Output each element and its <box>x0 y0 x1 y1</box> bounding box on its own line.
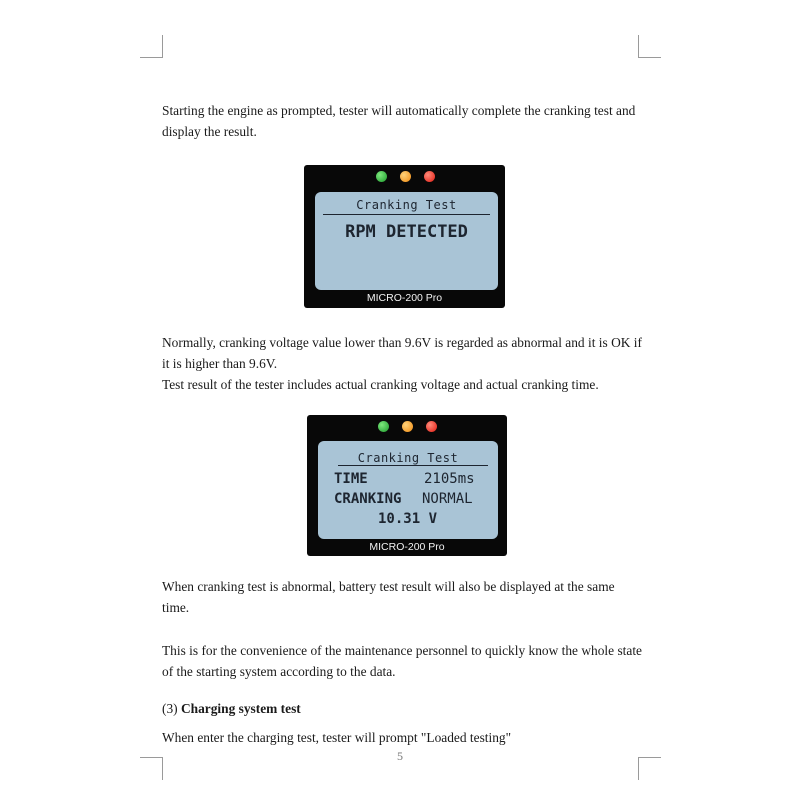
paragraph-intro: Starting the engine as prompted, tester will automatically complete the cranking test and display the result. <box>162 103 636 139</box>
crop-mark-top-right-h <box>638 57 661 58</box>
red-led-icon <box>426 421 437 432</box>
paragraph-test-result: Test result of the tester includes actual cranking voltage and actual cranking time. <box>162 377 599 392</box>
section-heading <box>162 698 301 719</box>
cranking-label: CRANKING <box>334 491 402 507</box>
page-number: 5 <box>397 749 403 763</box>
section-number: (3) <box>162 701 178 716</box>
rpm-detected-message: RPM DETECTED <box>345 222 468 242</box>
crop-mark-top-right-v <box>638 35 639 58</box>
paragraph-charging-test: When enter the charging test, tester will prompt "Loaded testing" <box>162 730 512 745</box>
lcd-screen <box>318 441 498 539</box>
lcd-screen <box>315 192 498 290</box>
paragraph-abnormal: When cranking test is abnormal, battery test result will also be displayed at the same time. <box>162 579 615 615</box>
screen-title: Cranking Test <box>357 451 459 465</box>
section-title: Charging system test <box>180 701 301 716</box>
tester-device-rpm <box>304 165 505 308</box>
screen-title-underline <box>338 465 488 466</box>
device-brand-label: MICRO-200 Pro <box>369 541 445 553</box>
device-brand-label: MICRO-200 Pro <box>366 292 443 304</box>
paragraph-voltage-threshold: Normally, cranking voltage value lower than 9.6V is regarded as abnormal and it is OK if it is higher than 9.6V. <box>162 335 642 371</box>
orange-led-icon <box>400 171 411 182</box>
tester-device-result <box>307 415 507 556</box>
crop-mark-top-left-h <box>140 57 163 58</box>
cranking-status-value: NORMAL <box>422 491 473 507</box>
crop-mark-top-left-v <box>162 35 163 58</box>
red-led-icon <box>424 171 435 182</box>
cranking-voltage-value: 10.31 V <box>378 511 438 527</box>
time-value: 2105ms <box>424 471 475 487</box>
screen-title-underline <box>323 214 490 215</box>
time-label: TIME <box>334 471 368 487</box>
orange-led-icon <box>402 421 413 432</box>
paragraph-convenience: This is for the convenience of the maintenance personnel to quickly know the whole state of the starting system according to the data. <box>162 643 642 679</box>
screen-title: Cranking Test <box>356 198 457 212</box>
green-led-icon <box>376 171 387 182</box>
green-led-icon <box>378 421 389 432</box>
